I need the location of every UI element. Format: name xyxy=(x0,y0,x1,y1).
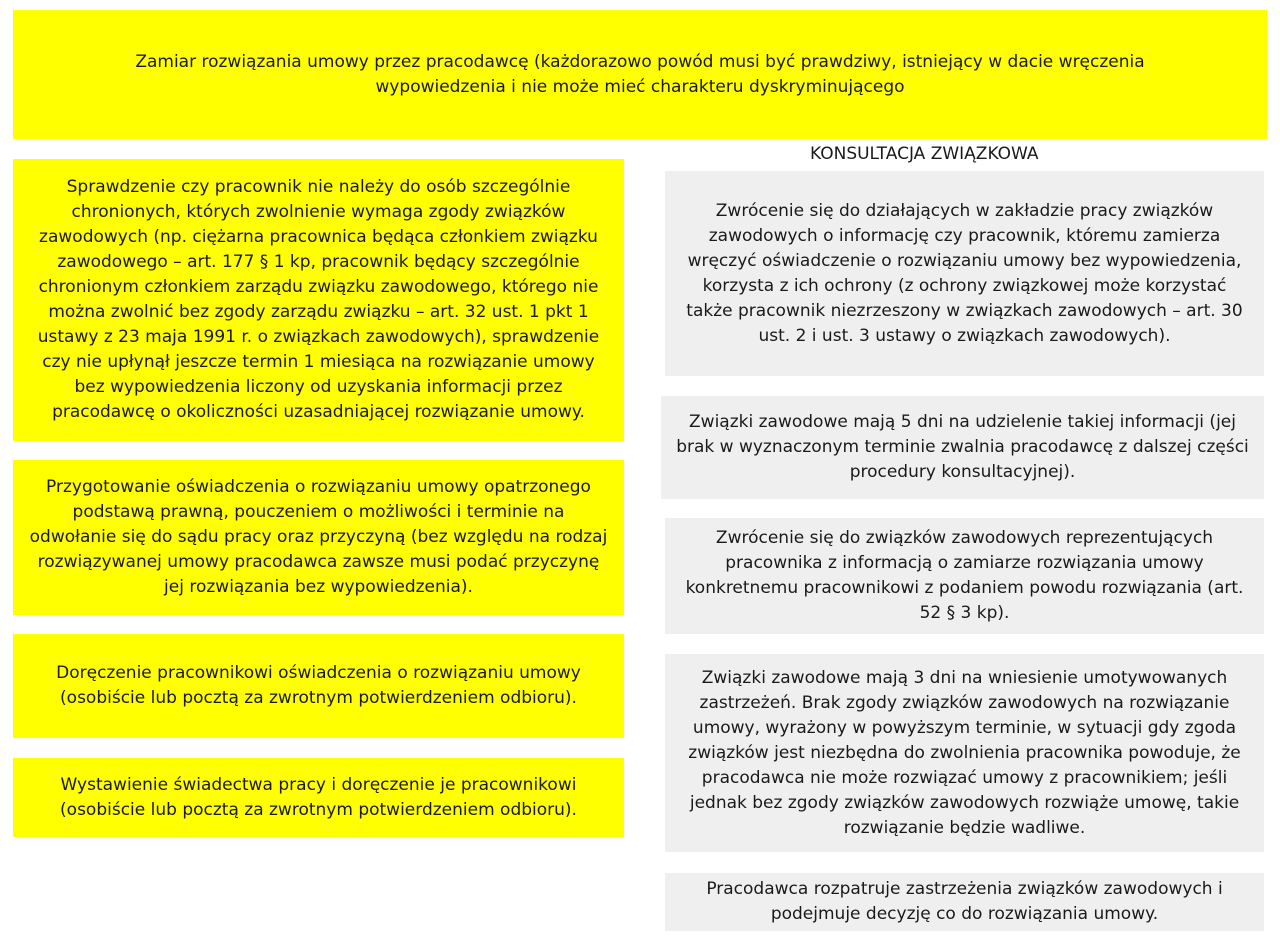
intent-box xyxy=(13,10,1267,139)
consultation-box-3-days xyxy=(665,654,1264,852)
step-text: Wystawienie świadectwa pracy i doręczenie je pracownikowi (osobiście lub pocztą za zwrotnym potwierdzeniem odbioru). xyxy=(60,774,577,820)
consultation-text: Związki zawodowe mają 3 dni na wniesienie umotywowanych zastrzeżeń. Brak zgody związków zawodowych na rozwiązanie umowy, wyrażony w powyższym terminie, w sytuacji gdy zgoda związków jest niezbędna do zwolnienia pracownika powoduje, że pracodawca nie może rozwiązać umowy z pracownikiem; jeśli jednak bez zgody związków zawodowych rozwiąże umowę, takie rozwiązanie będzie wadliwe. xyxy=(688,667,1241,838)
step-text: Doręczenie pracownikowi oświadczenia o rozwiązaniu umowy (osobiście lub pocztą za zwrotnym potwierdzeniem odbioru). xyxy=(56,663,581,708)
consultation-text: Zwrócenie się do działających w zakładzie pracy związków zawodowych o informację czy pracownik, któremu zamierza wręczyć oświadczenie o rozwiązaniu umowy bez wypowiedzenia, korzysta z ich ochrony (z ochrony związkowej może korzystać także pracownik niezrzeszony w związkach zawodowych – art. 30 ust. 2 i ust. 3 ustawy o związkach zawodowych). xyxy=(686,200,1243,346)
step-box-deliver-statement xyxy=(13,634,624,738)
consultation-box-request-info xyxy=(665,171,1264,376)
consultation-text: Związki zawodowe mają 5 dni na udzielenie takiej informacji (jej brak w wyznaczonym terminie zwalnia pracodawcę z dalszej części procedury konsultacyjnej). xyxy=(676,412,1249,482)
step-text: Sprawdzenie czy pracownik nie należy do osób szczególnie chronionych, których zwolnienie wymaga zgody związków zawodowych (np. ciężarna pracownica będąca członkiem związku zawodowego – art. 177 § 1 kp, pracownik będący szczególnie chronionym członkiem zarządu związku zawodowego, którego nie można zwolnić bez zgody zarządu związku – art. 32 ust. 1 pkt 1 ustawy z 23 maja 1991 r. o związkach zawodowych), sprawdzenie czy nie upłynął jeszcze termin 1 miesiąca na rozwiązanie umowy bez wypowiedzenia liczony od uzyskania informacji przez pracodawcę o okoliczności uzasadniającej rozwiązanie umowy. xyxy=(37,177,600,422)
consultation-text: Zwrócenie się do związków zawodowych reprezentujących pracownika z informacją o zamiarze rozwiązania umowy konkretnemu pracownikowi z podaniem powodu rozwiązania (art. 52 § 3 kp). xyxy=(685,528,1244,623)
step-box-work-certificate xyxy=(13,758,624,837)
consultation-box-decision xyxy=(665,873,1264,931)
consultation-label: KONSULTACJA ZWIĄZKOWA xyxy=(810,144,1039,164)
step-box-prepare-statement xyxy=(13,460,624,615)
intent-text: Zamiar rozwiązania umowy przez pracodawcę (każdorazowo powód musi być prawdziwy, istniejący w dacie wręczenia wypowiedzenia i nie może mieć charakteru dyskryminującego xyxy=(135,51,1145,97)
step-text: Przygotowanie oświadczenia o rozwiązaniu umowy opatrzonego podstawą prawną, pouczeniem o możliwości i terminie na odwołanie się do sądu pracy oraz przyczyną (bez względu na rodzaj rozwiązywanej umowy pracodawca zawsze musi podać przyczynę jej rozwiązania bez wypowiedzenia). xyxy=(29,477,608,597)
step-box-check-protection xyxy=(13,159,624,441)
consultation-box-5-days xyxy=(661,396,1264,499)
consultation-text: Pracodawca rozpatruje zastrzeżenia związków zawodowych i podejmuje decyzję co do rozwiązania umowy. xyxy=(706,879,1223,924)
consultation-box-notify-unions xyxy=(665,518,1264,634)
